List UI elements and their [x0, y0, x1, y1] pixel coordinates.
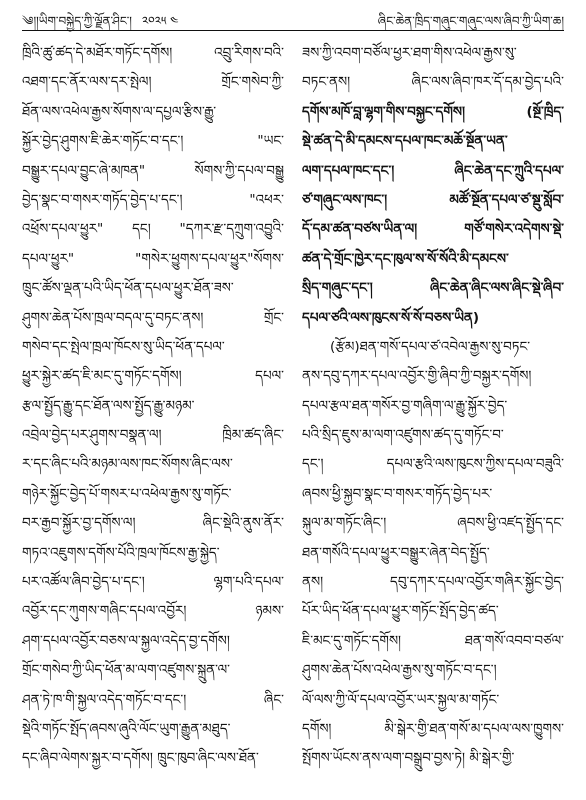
journal-title: ༄།།ཡིག་བསྐྱེད་ཀྱི་ལྗོན་ཤིང་། — [22, 14, 132, 28]
text-line: པར་འཚོལ་ཞིབ་བྱེད་པ་དང་། ལྷག་པའི་དཔལ་ — [22, 574, 284, 591]
text-line: དོ་དམ་ཚན་བཙས་ཡིན་ལ། གཙོ་གསེར་འདེགས་སྡེ་ — [302, 221, 564, 238]
text-line: ལོ་ལས་ཀྱི་ལོ་དཔལ་འབྱོར་ཡར་སྐྱལ་མ་གཏོང་ — [302, 691, 500, 708]
article-title: ཞིང་ཆེན་ཁྲིད་གཞུང་གཞུང་ལས་ཞིབ་ཀྱི་ཡིག་ཆ། — [377, 14, 564, 28]
text-line: ནས། དབུ་དཀར་དཔལ་འབྱོར་གཞིར་སྐྱོང་བྱེད་ — [302, 574, 564, 591]
text-line: ཇི་མང་དུ་གཏོང་དགོས། ཐན་གསོ་འབབ་བཙལ་ — [302, 632, 564, 649]
text-line: ཞབས་ཕྱི་སྐྱབ་སྣང་བ་གསར་གཏོད་བྱེད་པར་ — [302, 485, 493, 502]
text-line: གཉེར་སྐྱོང་བྱེད་པོ་གསར་པ་འཕེལ་རྒྱས་སུ་གཏོང་ — [22, 485, 232, 502]
issue-number: ༢༠༢༥ ༤ — [141, 14, 179, 28]
text-line: ཤུགས་ཆེན་པོས་ཁྲལ་བདལ་དུ་བཏང་ནས། གྲོང་ — [22, 309, 284, 326]
text-line: ཕྱུར་སྐྱེར་ཚད་ཇི་མང་དུ་གཏོང་དགོས། དཔལ་ — [22, 368, 284, 385]
text-line: སྡེའི་གཏོང་སྤོད་ཞབས་ཞུའི་ལོང་ཡུག་རྒྱུན་མཐུད་ — [22, 720, 231, 737]
text-line: ཐོན་ལས་འཕེལ་རྒྱས་སོགས་ལ་དཔྱལ་རྩིས་རྒྱུ་ — [22, 103, 217, 120]
text-line: ནས་དབུ་དཀར་དཔལ་འབྱོར་གྱི་ཞིབ་ཀྱི་བསྐྱར་དགོས། — [302, 368, 532, 385]
left-column — [22, 39, 284, 774]
text-line: དང་། དཔལ་རྩའི་ལས་ཁུངས་ཀྱིས་དཔལ་བཟུའི་ — [302, 456, 564, 473]
text-line: ཤུགས་ཆེན་པོས་འཕེལ་རྒྱས་སུ་གཏོང་བ་དང་། — [302, 662, 497, 679]
text-line: གཏའ་འཇུགས་དགོས་པོའི་ཁྲལ་ཁོངས་རྒྱ་སྐྱེད་ — [22, 544, 220, 561]
text-line: དཔལ་ཕྱུར" "གསེར་ཕྱུགས་དཔལ་ཕྱུར"སོགས་ — [22, 250, 284, 267]
text-line: བྱེད་སྣང་བ་གསར་གཏོད་བྱེད་པ་དང་། "འཕར་ — [22, 191, 284, 208]
header-left — [22, 12, 178, 30]
text-line: སྲིད་གཞུང་དང་། ཞིང་ཆེན་ཞིང་ལས་ཞིང་སྡེ་ཞིབ་ — [302, 280, 564, 297]
text-line: དགོས། མི་སྒེར་གྱི་ཐན་གསོ་མ་དཔལ་ལས་ཁྱུགས་ — [302, 720, 564, 737]
text-line: བསྒྱུར་དཔལ་བྱུང་ཞེ་མཁན" སོགས་ཀྱི་དཔལ་བསྒྱུ — [22, 162, 284, 179]
text-line: སྐུལ་མ་གཏོང་ཞིང་། ཞབས་ཕྱི་འཛད་སྤྱོད་དང་ — [302, 515, 564, 532]
text-line: ཤག་དཔལ་འབྱོར་བཅས་ལ་སྐྱལ་འདེད་བྱ་དགོས། — [22, 632, 230, 649]
text-columns — [22, 39, 564, 774]
text-line: དགོས་མཁོ་བླ་ལྷག་གིས་བསྐྱང་དགོས། (སྔོ་ཁྲིད་ — [302, 103, 564, 120]
text-line: འབྲེལ་བྱེད་པར་ཤུགས་བསྣན་ལ། ཁྲིམ་ཚད་ཞིང་ — [22, 427, 284, 444]
text-line: བཏང་ནས། ཞིང་ལས་ཞིབ་ཁར་དོ་དམ་བྱེད་པའི་ — [302, 74, 564, 91]
text-line: འཕྲོས་དཔལ་ཕྱུར" དང། "དཀར་རྫ་དཀྲུག་འབྱུའི་ — [22, 221, 284, 238]
text-line: དང་ཞིབ་ལེགས་སྐྱར་བ་དགོས། ཁྲུང་ཁུབ་ཞིང་ལས་ཐོན་ — [22, 750, 259, 767]
text-line: འབྱོར་དང་ཀུགས་གཞིང་དཔལ་འབྱོར། ཉམས་ — [22, 603, 284, 620]
text-line: ར་དང་ཞིང་པའི་མཉམ་ལས་ཁང་སོགས་ཞིང་ལས་ — [22, 456, 233, 473]
text-line: པའི་སྲིད་ཇུས་མ་ལག་འཛུགས་ཚད་དུ་གཏོང་བ་ — [302, 427, 504, 444]
text-line: ཐན་གསོའི་དཔལ་ཕྱུར་བསྒྱུར་ཞེན་བེད་སྤྱོད་ — [302, 544, 490, 561]
text-line: ཚན་དེ་གྲོང་ཁྱེར་དང་ཁུལ་ས་སོ་སོའི་མི་དམངས་ — [302, 250, 509, 267]
text-line: བར་རྒྱབ་སྐྱོར་བྱ་དགོས་ལ། ཞིང་སྡེའི་ནུས་ནོར་ — [22, 515, 284, 532]
text-line: རྩལ་སྤྱོད་རྒྱུ་དང་ཐོན་ལས་སྤྱོད་རྒྱུ་མཉམ་ — [22, 397, 195, 414]
running-header — [22, 8, 564, 31]
text-line: ཁྲིའི་ཚུ་ཚད་དེ་མཐོར་གཏོང་དགོས། འབྲུ་རིགས་བའི་ — [22, 45, 284, 61]
text-line: པོར་ཡིད་ཕོན་དཔལ་ཕྱུར་གཏོང་སྤོད་བྱེད་ཚད་ — [302, 603, 499, 620]
text-line: སྤོགས་ཡོངས་ནས་ལག་བསྒྲུབ་བྱས་ཏེ། མི་སྒེར་གྱི་ — [302, 750, 515, 767]
text-line: ཤན་ཏེ་ཁ་གི་སྐྱལ་འདེད་གཏོང་བ་དང་། ཞིང་ — [22, 691, 284, 708]
text-line: འཐག་དང་ནོར་ལས་དར་སྤེལ། གྲོང་གསེབ་ཀྱི་ — [22, 74, 284, 91]
text-line: སྐྱོར་བྱེད་ཤུགས་ཇི་ཆེར་གཏོང་བ་དང་། "ཡང་ — [22, 133, 284, 150]
text-line: ཁྲུང་ཚོས་ལྡན་པའི་ཡིད་ཕོན་དཔལ་ཕྱུར་ཐོན་ཟས་ — [22, 280, 234, 297]
text-line: སྡེ་ཚན་དེ་མི་དམངས་དཔལ་ཁང་མཆོ་སྔོན་ཡན་ — [302, 133, 508, 150]
text-line: གསེབ་དང་སྤེལ་ཁྲལ་ཁོངས་སུ་ཡིད་ཕོན་དཔལ་ — [22, 338, 225, 355]
right-column — [302, 39, 564, 774]
text-line: གྲོང་གསེབ་ཀྱི་ཡིད་ཕོན་མ་ལག་འཛུགས་སྐྲུན་ལ་ — [22, 662, 230, 679]
text-line: དཔལ་རྩལ་ཐན་གསོར་བྱ་གཞིག་ལ་རྒྱུ་སྐྱོར་བྱེད་ — [302, 397, 508, 414]
text-line: ཟས་ཀྱི་འབག་བཙོལ་ཕྱར་ཐག་གིས་འཕེལ་རྒྱས་སུ་ — [302, 45, 517, 61]
text-line: ལག་དཔལ་ཁང་དང་། ཞིང་ཆེན་དང་ཀྲུའི་དཔལ་ — [302, 162, 564, 179]
text-line: དཔལ་ཙའི་ལས་ཁུངས་སོ་སོ་བཅས་ཡིན) — [302, 309, 480, 326]
text-line: (རྩོམ)ཐན་གསོ་དཔལ་ཙ་འབེལ་རྒྱས་སུ་བཏང་ — [330, 338, 531, 355]
text-line: ཙ་གཞུང་ལས་ཁང་། མཚོ་སྔོན་དཔལ་ཙ་སྡུ་སློབ་ — [302, 191, 564, 208]
